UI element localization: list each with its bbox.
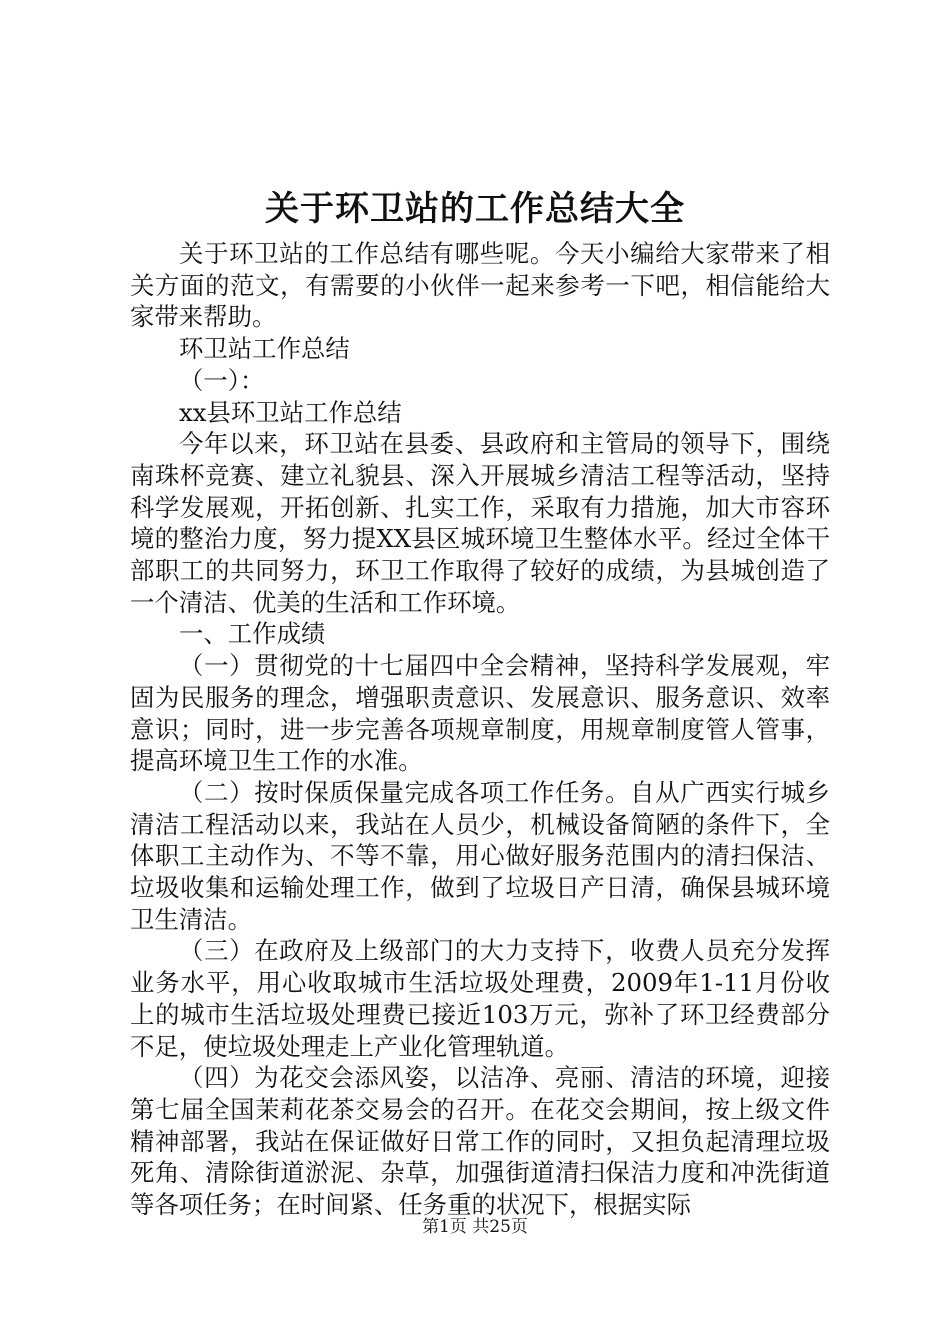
paragraph-item-3: （三）在政府及上级部门的大力支持下，收费人员充分发挥业务水平，用心收取城市生活垃圾处理费，2009年1-11月份收上的城市生活垃圾处理费已接近103万元，弥补了环卫经费部分不足，使垃圾处理走上产业化管理轨道。 xyxy=(130,936,830,1061)
paragraph-item-4: （四）为花交会添风姿，以洁净、亮丽、清洁的环境，迎接第七届全国茉莉花茶交易会的召开。在花交会期间，按上级文件精神部署，我站在保证做好日常工作的同时，又担负起清理垃圾死角、清除街道淤泥、杂草，加强街道清扫保洁力度和冲洗街道等各项任务；在时间紧、任务重的状况下，根据实际 xyxy=(130,1063,830,1220)
paragraph-item-1: （一）贯彻党的十七届四中全会精神，坚持科学发展观，牢固为民服务的理念，增强职责意识、发展意识、服务意识、效率意识；同时，进一步完善各项规章制度，用规章制度管人管事，提高环境卫生工作的水准。 xyxy=(130,651,830,776)
document-body xyxy=(130,238,830,1221)
paragraph-intro: 关于环卫站的工作总结有哪些呢。今天小编给大家带来了相关方面的范文，有需要的小伙伴一起来参考一下吧，相信能给大家带来帮助。 xyxy=(130,239,830,332)
paragraph-overview: 今年以来，环卫站在县委、县政府和主管局的领导下，围绕南珠杯竞赛、建立礼貌县、深入开展城乡清洁工程等活动，坚持科学发展观，开拓创新、扎实工作，采取有力措施，加大市容环境的整治力度，努力提XX县区城环境卫生整体水平。经过全体干部职工的共同努力，环卫工作取得了较好的成绩，为县城创造了一个清洁、优美的生活和工作环境。 xyxy=(130,429,830,617)
page-number-footer: 第1页 共25页 xyxy=(422,1217,528,1237)
paragraph-county-summary-title: xx县环卫站工作总结 xyxy=(179,397,402,427)
paragraph-section-one: （一）： xyxy=(179,365,265,395)
document-title: 关于环卫站的工作总结大全 xyxy=(265,189,685,229)
paragraph-heading-achievements: 一、工作成绩 xyxy=(179,619,326,649)
paragraph-heading-summary: 环卫站工作总结 xyxy=(179,334,350,364)
paragraph-item-2: （二）按时保质保量完成各项工作任务。自从广西实行城乡清洁工程活动以来，我站在人员少，机械设备简陋的条件下，全体职工主动作为、不等不靠，用心做好服务范围内的清扫保洁、垃圾收集和运输处理工作，做到了垃圾日产日清，确保县城环境卫生清洁。 xyxy=(130,777,830,934)
